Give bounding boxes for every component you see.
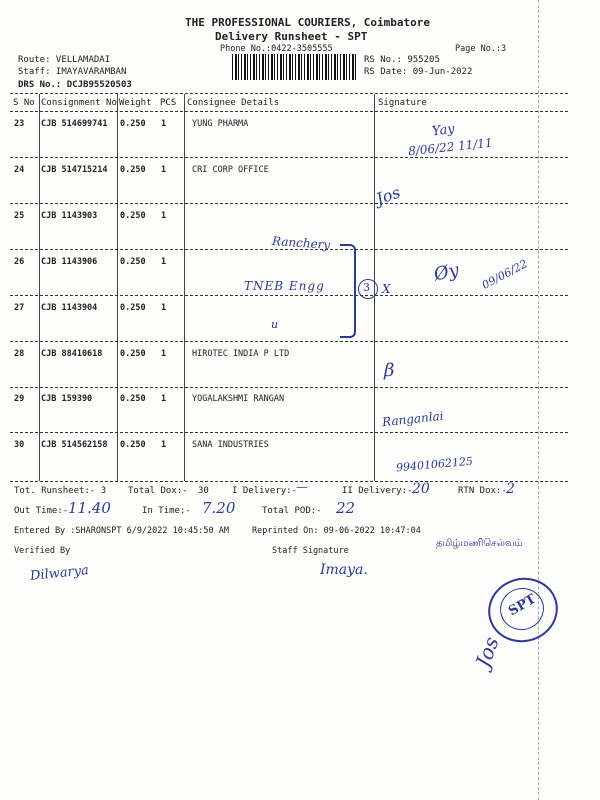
handwritten-name-row29: Ranganlai xyxy=(381,408,445,430)
col-header-signature: Signature xyxy=(378,98,427,108)
row-consignment: CJB 1143904 xyxy=(41,303,98,313)
staff-signature: Imaya. xyxy=(320,562,368,578)
row-pcs: 1 xyxy=(161,211,167,221)
out-time-label: Out Time:- xyxy=(14,506,69,516)
row-consignment: CJB 159390 xyxy=(41,394,93,404)
row-sno: 28 xyxy=(14,349,25,359)
route: Route: VELLAMADAI xyxy=(18,55,111,65)
row-divider xyxy=(10,341,568,342)
barcode xyxy=(232,54,356,80)
phone-number: Phone No.:0422-3505555 xyxy=(220,44,333,54)
handwritten-multiply: X xyxy=(382,282,391,296)
i-delivery-label: I Delivery:- xyxy=(232,486,298,496)
signature-row24: Jos xyxy=(373,182,403,209)
signature-row28: β xyxy=(384,360,395,381)
in-time-value: 7.20 xyxy=(202,499,236,517)
handwritten-date-row26: 09/06/22 xyxy=(479,257,530,292)
col-header-weight: Weight xyxy=(119,98,152,108)
row-weight: 0.250 xyxy=(120,349,146,359)
row-sno: 23 xyxy=(14,119,25,129)
ii-delivery-value: 20 xyxy=(412,481,430,497)
verifier-signature: Dilwarya xyxy=(29,562,90,585)
row-sno: 27 xyxy=(14,303,25,313)
row-weight: 0.250 xyxy=(120,211,146,221)
col-header-pcs: PCS xyxy=(160,98,177,108)
row-consignee: YOGALAKSHMI RANGAN xyxy=(192,394,285,404)
row-divider xyxy=(10,203,568,204)
total-dox-label: Total Dox:- xyxy=(128,486,188,496)
row-sno: 29 xyxy=(14,394,25,404)
row-consignment: CJB 1143906 xyxy=(41,257,98,267)
col-header-consignee: Consignee Details xyxy=(187,98,280,108)
row-consignment: CJB 88410618 xyxy=(41,349,103,359)
col-divider xyxy=(117,94,118,481)
row-pcs: 1 xyxy=(161,165,167,175)
rs-number: RS No.: 955205 xyxy=(364,55,440,65)
rs-date: RS Date: 09-Jun-2022 xyxy=(364,67,473,77)
row-weight: 0.250 xyxy=(120,119,146,129)
col-header-consignment: Consignment No xyxy=(41,98,117,108)
row-weight: 0.250 xyxy=(120,440,146,450)
row-pcs: 1 xyxy=(161,394,167,404)
stamp-signature: Jos xyxy=(470,633,504,671)
row-divider xyxy=(10,432,568,433)
rtn-dox-value: 2 xyxy=(506,481,515,497)
table-bottom-rule xyxy=(10,481,568,482)
row-weight: 0.250 xyxy=(120,394,146,404)
in-time-label: In Time:- xyxy=(142,506,191,516)
row-pcs: 1 xyxy=(161,440,167,450)
row-weight: 0.250 xyxy=(120,303,146,313)
staff-name: Staff: IMAYAVARAMBAN xyxy=(18,67,127,77)
rtn-dox-label: RTN Dox:- xyxy=(458,486,507,496)
row-sno: 25 xyxy=(14,211,25,221)
row-sno: 26 xyxy=(14,257,25,267)
page-number: Page No.:3 xyxy=(455,44,507,54)
total-pod-value: 22 xyxy=(336,499,356,517)
row-pcs: 1 xyxy=(161,349,167,359)
row-pcs: 1 xyxy=(161,303,167,313)
reprinted-on: Reprinted On: 09-06-2022 10:47:04 xyxy=(252,526,421,536)
signature-row26: Øy xyxy=(432,259,461,286)
col-header-sno: S No xyxy=(13,98,35,108)
row-weight: 0.250 xyxy=(120,257,146,267)
handwritten-date-row23: 8/06/22 11/11 xyxy=(407,135,494,159)
col-divider xyxy=(184,94,185,481)
total-runsheet: Tot. Runsheet:- 3 xyxy=(14,486,107,496)
row-divider xyxy=(10,387,568,388)
row-consignment: CJB 514699741 xyxy=(41,119,108,129)
staff-signature-label: Staff Signature xyxy=(272,546,349,556)
handwritten-name-row26: Ranchery xyxy=(271,233,331,253)
ii-delivery-label: II Delivery:- xyxy=(342,486,413,496)
handwritten-count: 3 xyxy=(363,281,370,294)
row-divider xyxy=(10,295,568,296)
row-pcs: 1 xyxy=(161,257,167,267)
i-delivery-dash: — xyxy=(296,480,308,494)
row-sno: 30 xyxy=(14,440,25,450)
row-consignee: SANA INDUSTRIES xyxy=(192,440,269,450)
out-time-value: 11.40 xyxy=(68,499,111,517)
col-divider xyxy=(39,94,40,481)
verified-by-label: Verified By xyxy=(14,546,71,556)
row-sno: 24 xyxy=(14,165,25,175)
row-consignment: CJB 1143903 xyxy=(41,211,98,221)
entered-by: Entered By :SHARONSPT 6/9/2022 10:45:50 AM xyxy=(14,526,229,536)
row-consignee: YUNG PHARMA xyxy=(192,119,249,129)
document-title: Delivery Runsheet - SPT xyxy=(215,30,368,43)
handwritten-phone-row30: 99401062125 xyxy=(395,454,474,475)
handwritten-ditto-row27: u xyxy=(271,318,279,331)
tamil-handwritten-note: தமிழ்மணிசெல்வம் xyxy=(436,538,523,549)
company-name: THE PROFESSIONAL COURIERS, Coimbatore xyxy=(185,16,431,29)
row-consignment: CJB 514562158 xyxy=(41,440,108,450)
signature-row23: Yay xyxy=(431,121,456,140)
row-divider xyxy=(10,157,568,158)
drs-number: DRS No.: DCJB95520503 xyxy=(18,80,132,90)
total-pod-label: Total POD:- xyxy=(262,506,322,516)
row-pcs: 1 xyxy=(161,119,167,129)
table-top-rule xyxy=(10,93,568,94)
brace-bracket xyxy=(340,244,356,338)
handwritten-org-row27: TNEB Engg xyxy=(244,279,325,293)
row-consignee: HIROTEC INDIA P LTD xyxy=(192,349,290,359)
row-consignee: CRI CORP OFFICE xyxy=(192,165,269,175)
total-dox-value: 30 xyxy=(198,486,209,496)
row-consignment: CJB 514715214 xyxy=(41,165,108,175)
row-weight: 0.250 xyxy=(120,165,146,175)
table-header-rule xyxy=(10,111,568,112)
page-fold-line xyxy=(538,0,539,800)
stamp-text: SPT xyxy=(506,591,539,620)
